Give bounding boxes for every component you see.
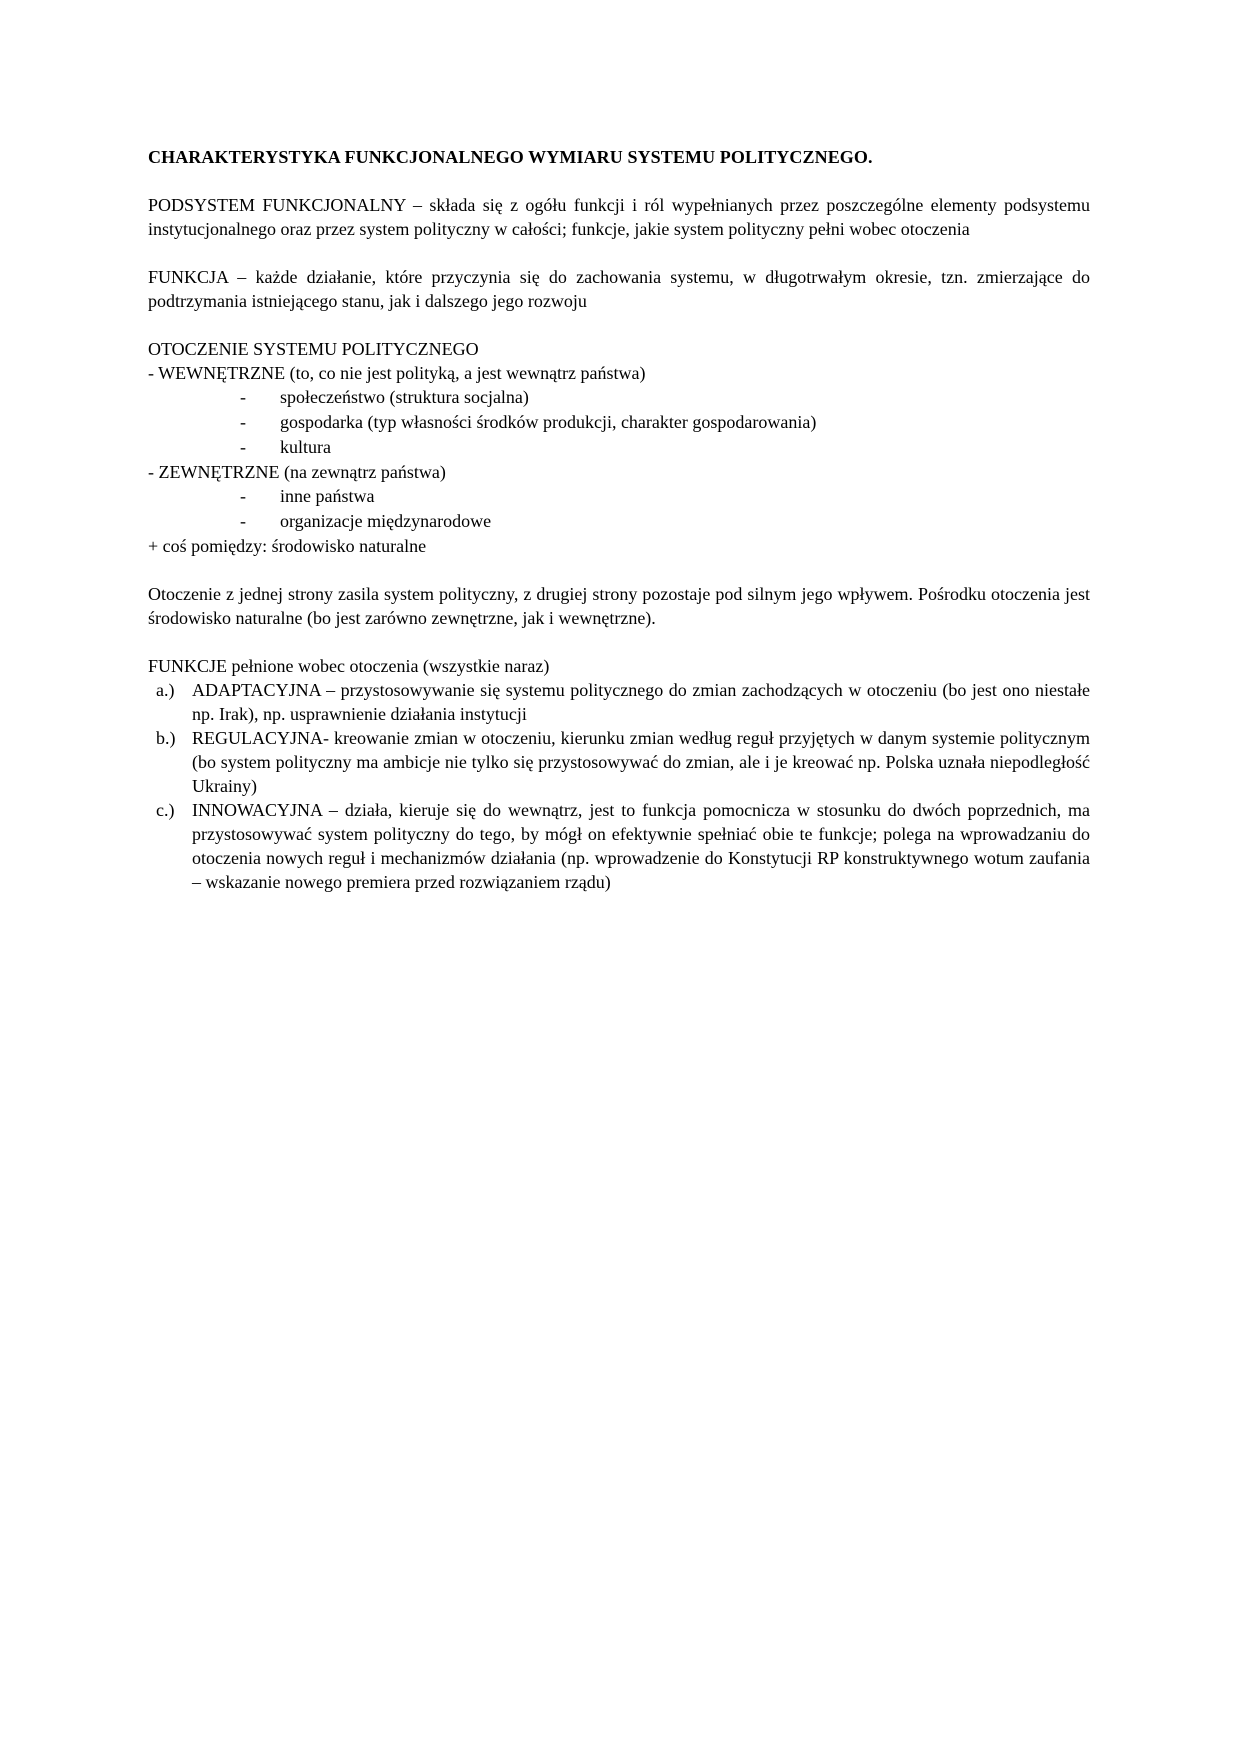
otoczenie-paragraph: Otoczenie z jednej strony zasila system polityczny, z drugiej strony pozostaje pod silnym jego wpływem. Pośrodku otoczenia jest środowisko naturalne (bo jest zarówno zewnętrzne, jak i wewnętrzne). [148,584,1090,628]
otoczenie-section [148,337,1090,558]
pomiedzy-line: + coś pomiędzy: środowisko naturalne [148,536,427,556]
zewnetrzne-item [148,484,1090,509]
document-title: CHARAKTERYSTYKA FUNKCJONALNEGO WYMIARU SYSTEMU POLITYCZNEGO. [148,147,873,167]
list-item-text: gospodarka (typ własności środków produkcji, charakter gospodarowania) [280,412,817,432]
list-item-text: kultura [280,437,331,457]
list-dash: - [240,387,246,407]
list-item-label: c.) [156,800,175,820]
spacer [148,558,1090,582]
document-body [148,145,1090,894]
funkcja-paragraph: FUNKCJA – każde działanie, które przyczynia się do zachowania systemu, w długotrwałym okresie, tzn. zmierzające do podtrzymania istniejącego stanu, jak i dalszego jego rozwoju [148,267,1090,311]
funkcje-heading: FUNKCJE pełnione wobec otoczenia (wszystkie naraz) [148,656,550,676]
list-item-text: organizacje międzynarodowe [280,511,492,531]
list-item-label: a.) [156,680,175,700]
zewnetrzne-item [148,509,1090,534]
list-item [148,798,1090,894]
otoczenie-heading: OTOCZENIE SYSTEMU POLITYCZNEGO [148,339,479,359]
list-item [148,678,1090,726]
list-dash: - [240,437,246,457]
list-item-text: INNOWACYJNA – działa, kieruje się do wewnątrz, jest to funkcja pomocnicza w stosunku do dwóch poprzednich, ma przystosowywać system polityczny do tego, by mógł on efektywnie spełniać obie te funkcje; polega na wprowadzaniu do otoczenia nowych reguł i mechanizmów działania (np. wprowadzenie do Konstytucji RP konstruktywnego wotum zaufania – wskazanie nowego premiera przed rozwiązaniem rządu) [192,800,1090,892]
funkcje-section [148,654,1090,894]
list-item-text: REGULACYJNA- kreowanie zmian w otoczeniu, kierunku zmian według reguł przyjętych w danym systemie politycznym (bo system polityczny ma ambicje nie tylko się przystosowywać do zmian, ale i je kreować np. Polska uznała niepodległość Ukrainy) [192,728,1090,796]
list-item [148,726,1090,798]
zewnetrzne-line: - ZEWNĘTRZNE (na zewnątrz państwa) [148,462,446,482]
list-item-label: b.) [156,728,176,748]
list-dash: - [240,511,246,531]
list-item-text: inne państwa [280,486,375,506]
list-dash: - [240,486,246,506]
list-item-text: społeczeństwo (struktura socjalna) [280,387,529,407]
podsystem-paragraph: PODSYSTEM FUNKCJONALNY – składa się z ogółu funkcji i ról wypełnianych przez poszczególne elementy podsystemu instytucjonalnego oraz przez system polityczny w całości; funkcje, jakie system polityczny pełni wobec otoczenia [148,195,1090,239]
wewnetrzne-line: - WEWNĘTRZNE (to, co nie jest polityką, a jest wewnątrz państwa) [148,363,646,383]
funkcje-list [148,678,1090,894]
list-dash: - [240,412,246,432]
wewnetrzne-item [148,435,1090,460]
wewnetrzne-item [148,410,1090,435]
list-item-text: ADAPTACYJNA – przystosowywanie się systemu politycznego do zmian zachodzących w otoczeniu (bo jest ono niestałe np. Irak), np. usprawnienie działania instytucji [192,680,1090,724]
wewnetrzne-item [148,385,1090,410]
